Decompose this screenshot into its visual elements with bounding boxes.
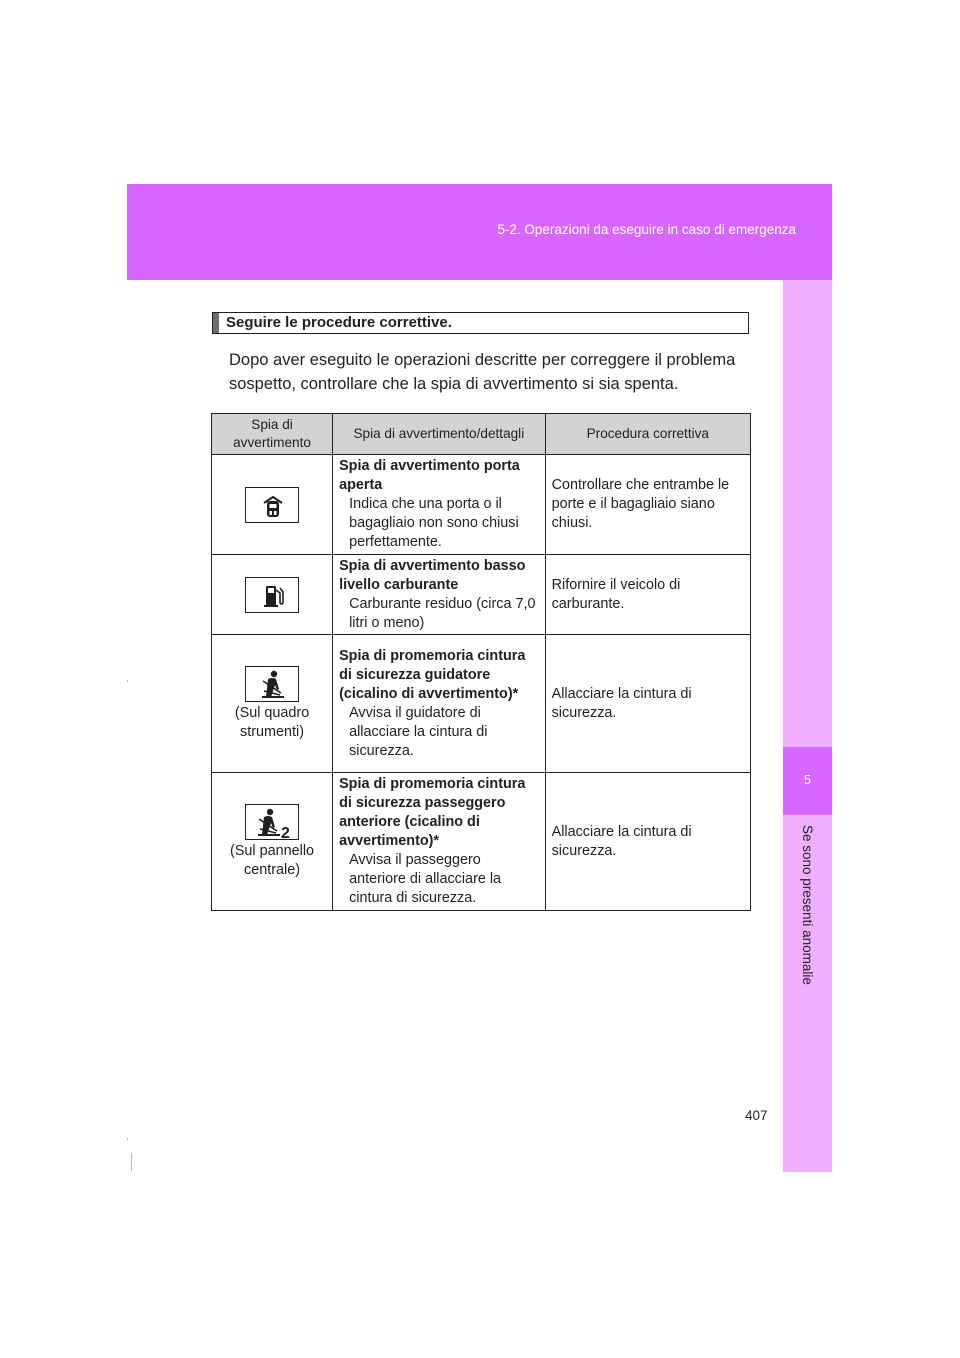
icon-cell <box>212 773 333 911</box>
warning-details-cell <box>333 773 546 911</box>
chapter-header-band <box>127 184 832 280</box>
procedure-cell: Allacciare la cintura di sicurezza. <box>545 773 750 911</box>
chapter-number: 5 <box>804 773 811 787</box>
table-row <box>212 635 751 773</box>
warning-description: Carburante residuo (circa 7,0 litri o meno) <box>349 595 536 631</box>
warning-details-cell <box>333 555 546 635</box>
column-header: Procedura correttiva <box>545 414 750 455</box>
icon-location-note: (Sul quadro strumenti) <box>234 704 310 740</box>
icon-cell <box>212 455 333 555</box>
icon-cell <box>212 555 333 635</box>
door-open-icon <box>245 487 299 523</box>
section-title: Seguire le procedure correttive. <box>226 314 452 331</box>
seatbelt-passenger-icon <box>245 804 299 840</box>
section-breadcrumb: 5-2. Operazioni da eseguire in caso di emergenza <box>497 222 796 237</box>
section-heading-bar <box>213 313 219 333</box>
warning-details-cell <box>333 635 546 773</box>
crop-mark <box>131 1153 132 1171</box>
column-header: Spia di avvertimento/dettagli <box>333 414 546 455</box>
chapter-label: Se sono presenti anomalie <box>800 825 815 985</box>
warning-name: Spia di avvertimento porta aperta <box>339 458 520 493</box>
procedure-cell: Controllare che entrambe le porte e il bagagliaio siano chiusi. <box>545 455 750 555</box>
warning-name: Spia di avvertimento basso livello carburante <box>339 557 526 593</box>
procedure-cell: Rifornire il veicolo di carburante. <box>545 555 750 635</box>
table-row <box>212 555 751 635</box>
column-header: Spia di avvertimento <box>212 414 333 455</box>
warning-table <box>211 413 751 911</box>
warning-details-cell <box>333 455 546 555</box>
crop-mark <box>127 1138 128 1140</box>
seatbelt-driver-icon <box>245 666 299 702</box>
warning-description: Indica che una porta o il bagagliaio non sono chiusi perfettamente. <box>349 496 519 550</box>
icon-location-note: (Sul pannello centrale) <box>230 842 315 878</box>
warning-name: Spia di promemoria cintura di sicurezza guidatore (cicalino di avvertimento)* <box>339 647 526 702</box>
icon-cell <box>212 635 333 773</box>
table-row <box>212 455 751 555</box>
intro-paragraph: Dopo aver eseguito le operazioni descritte per correggere il problema sospetto, controllare che la spia di avvertimento si sia spenta. <box>229 351 736 393</box>
procedure-cell: Allacciare la cintura di sicurezza. <box>545 635 750 773</box>
warning-description: Avvisa il guidatore di allacciare la cintura di sicurezza. <box>349 704 488 759</box>
chapter-side-tab <box>783 280 832 1172</box>
chapter-number-band <box>783 747 832 815</box>
warning-description: Avvisa il passeggero anteriore di allacciare la cintura di sicurezza. <box>349 852 502 906</box>
table-header-row <box>212 414 751 455</box>
warning-name: Spia di promemoria cintura di sicurezza passeggero anteriore (cicalino di avvertimento)* <box>339 776 526 849</box>
fuel-pump-icon <box>245 577 299 613</box>
crop-mark <box>127 680 128 682</box>
table-row <box>212 773 751 911</box>
svg-text:2: 2 <box>281 824 290 841</box>
page-number: 407 <box>745 1108 768 1123</box>
section-heading <box>212 312 749 334</box>
